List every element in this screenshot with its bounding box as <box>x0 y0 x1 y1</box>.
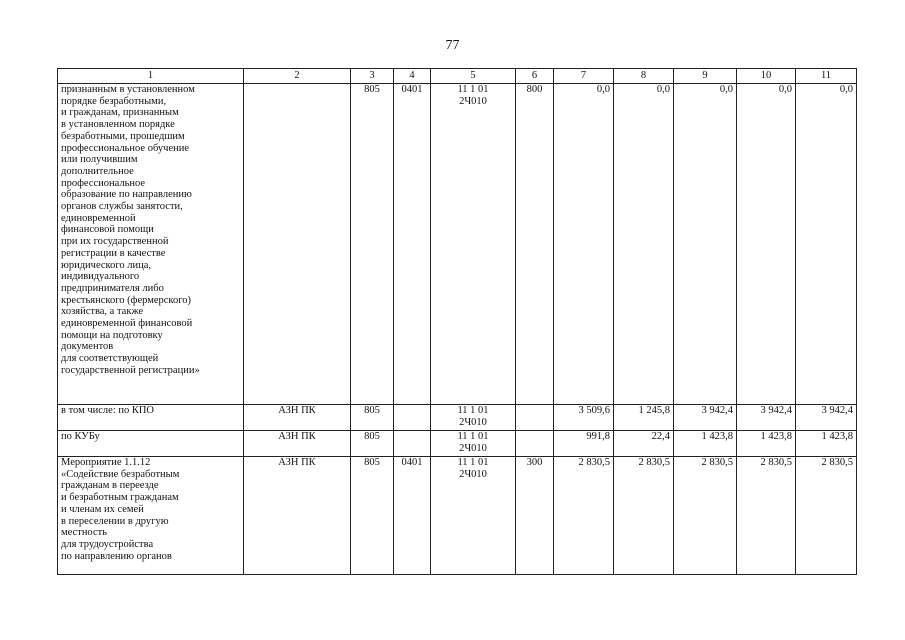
column-header: 2 <box>244 69 351 84</box>
row-grbs-code: 805 <box>351 457 394 575</box>
row-vr-code: 800 <box>516 84 554 405</box>
row-value-10: 1 423,8 <box>737 431 796 457</box>
row-value-8: 0,0 <box>614 84 674 405</box>
row-executor <box>244 84 351 405</box>
row-value-11: 3 942,4 <box>796 405 857 431</box>
column-number-header-row <box>58 69 857 84</box>
row-csr-code: 11 1 01 2Ч010 <box>431 84 516 405</box>
column-header: 7 <box>554 69 614 84</box>
row-vr-code: 300 <box>516 457 554 575</box>
row-value-10: 3 942,4 <box>737 405 796 431</box>
row-vr-code <box>516 405 554 431</box>
row-value-9: 2 830,5 <box>674 457 737 575</box>
table-row <box>58 84 857 405</box>
column-header: 8 <box>614 69 674 84</box>
row-rzpr-code: 0401 <box>394 84 431 405</box>
row-value-10: 2 830,5 <box>737 457 796 575</box>
table-row <box>58 457 857 575</box>
budget-table <box>57 68 857 575</box>
row-value-8: 1 245,8 <box>614 405 674 431</box>
row-description: по КУБу <box>58 431 244 457</box>
row-value-10: 0,0 <box>737 84 796 405</box>
column-header: 11 <box>796 69 857 84</box>
row-value-8: 2 830,5 <box>614 457 674 575</box>
column-header: 3 <box>351 69 394 84</box>
row-grbs-code: 805 <box>351 431 394 457</box>
row-description: в том числе: по КПО <box>58 405 244 431</box>
row-csr-code: 11 1 01 2Ч010 <box>431 431 516 457</box>
row-vr-code <box>516 431 554 457</box>
row-value-7: 991,8 <box>554 431 614 457</box>
row-value-7: 2 830,5 <box>554 457 614 575</box>
row-csr-code: 11 1 01 2Ч010 <box>431 457 516 575</box>
row-rzpr-code: 0401 <box>394 457 431 575</box>
row-value-8: 22,4 <box>614 431 674 457</box>
table-row <box>58 405 857 431</box>
row-value-11: 1 423,8 <box>796 431 857 457</box>
column-header: 6 <box>516 69 554 84</box>
row-value-9: 1 423,8 <box>674 431 737 457</box>
page-number: 77 <box>445 38 460 53</box>
column-header: 4 <box>394 69 431 84</box>
row-grbs-code: 805 <box>351 405 394 431</box>
row-description: признанным в установленном порядке безработными, и гражданам, признанным в установленном порядке безработными, прошедшим профессиональное обучение или получившим дополнительное профессиональное образование по направлению органов службы занятости, единовременной финансовой помощи при их государственной регистрации в качестве юридического лица, индивидуального предпринимателя либо крестьянского (фермерского) хозяйства, а также единовременной финансовой помощи на подготовку документов для соответствующей государственной регистрации» <box>58 84 244 405</box>
row-grbs-code: 805 <box>351 84 394 405</box>
row-description: Мероприятие 1.1.12 «Содействие безработным гражданам в переезде и безработным гражданам и членам их семей в переселении в другую местность для трудоустройства по направлению органов <box>58 457 244 575</box>
row-value-7: 0,0 <box>554 84 614 405</box>
row-value-11: 2 830,5 <box>796 457 857 575</box>
row-value-7: 3 509,6 <box>554 405 614 431</box>
column-header: 10 <box>737 69 796 84</box>
row-executor: АЗН ПК <box>244 457 351 575</box>
table-row <box>58 431 857 457</box>
column-header: 9 <box>674 69 737 84</box>
row-rzpr-code <box>394 405 431 431</box>
row-rzpr-code <box>394 431 431 457</box>
column-header: 1 <box>58 69 244 84</box>
row-value-9: 3 942,4 <box>674 405 737 431</box>
row-value-11: 0,0 <box>796 84 857 405</box>
row-executor: АЗН ПК <box>244 431 351 457</box>
column-header: 5 <box>431 69 516 84</box>
row-executor: АЗН ПК <box>244 405 351 431</box>
row-csr-code: 11 1 01 2Ч010 <box>431 405 516 431</box>
row-value-9: 0,0 <box>674 84 737 405</box>
